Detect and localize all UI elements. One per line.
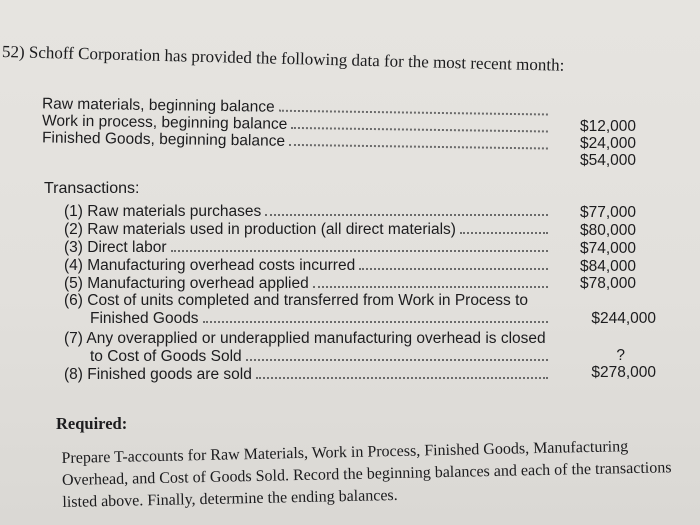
transaction-amount: $84,000 — [579, 258, 636, 275]
required-heading: Required: — [56, 414, 128, 433]
transactions-heading: Transactions: — [44, 180, 140, 197]
leader-dots — [203, 321, 548, 323]
transaction-row-6-line-1: (6) Cost of units completed and transferred from Work in Process to — [64, 292, 529, 309]
leader-dots — [171, 250, 549, 252]
balance-label: Finished Goods, beginning balance — [41, 129, 286, 150]
required-line: Overhead, and Cost of Goods Sold. Record the beginning balances and each of the transactions — [61, 459, 672, 489]
transaction-label: (1) Raw materials purchases — [64, 203, 262, 220]
leader-dots — [359, 268, 548, 270]
transaction-label: (5) Manufacturing overhead applied — [64, 275, 309, 292]
leader-dots — [460, 232, 548, 234]
transaction-label: (3) Direct labor — [64, 239, 167, 256]
transaction-amount: $74,000 — [579, 240, 636, 257]
transaction-row-7 — [90, 348, 554, 366]
transaction-label: (8) Finished goods are sold — [64, 366, 252, 383]
transaction-label: to Cost of Goods Sold — [90, 348, 242, 365]
leader-dots — [291, 127, 548, 133]
transaction-label: (4) Manufacturing overhead costs incurred — [64, 257, 356, 274]
transaction-amount: $78,000 — [579, 275, 636, 292]
transaction-row-4 — [64, 257, 554, 275]
transaction-label: (2) Raw materials used in production (all direct materials) — [64, 221, 456, 238]
required-paragraph — [61, 435, 672, 514]
transaction-row-5 — [64, 275, 554, 293]
leader-dots — [246, 359, 548, 361]
leader-dots — [313, 286, 548, 288]
problem-title: 52) Schoff Corporation has provided the following data for the most recent month: — [1, 42, 565, 75]
required-line: Prepare T-accounts for Raw Materials, Work in Process, Finished Goods, Manufacturing — [61, 438, 629, 468]
transaction-amount: $77,000 — [579, 204, 636, 221]
balance-amount: $24,000 — [579, 135, 636, 152]
transaction-row-6 — [90, 310, 554, 328]
transaction-row-2 — [64, 221, 554, 239]
transaction-row-7-line-1: (7) Any overapplied or underapplied manufacturing overhead is closed — [64, 330, 546, 347]
transaction-row-1 — [64, 203, 554, 221]
leader-dots — [256, 377, 548, 379]
balance-amount: $12,000 — [579, 118, 636, 135]
required-line: listed above. Finally, determine the ending balances. — [62, 486, 398, 511]
leader-dots — [289, 144, 548, 150]
transaction-amount: ? — [616, 347, 625, 364]
transaction-row-3 — [64, 239, 554, 257]
balance-amount: $54,000 — [579, 152, 636, 169]
transaction-amount: $278,000 — [591, 364, 656, 381]
transaction-amount: $244,000 — [591, 310, 656, 327]
leader-dots — [279, 110, 548, 116]
leader-dots — [265, 214, 548, 216]
balance-label: Work in process, beginning balance — [41, 112, 288, 133]
transaction-label: Finished Goods — [90, 310, 199, 327]
transaction-row-8 — [64, 366, 554, 384]
transaction-amount: $80,000 — [579, 222, 636, 239]
balance-label: Raw materials, beginning balance — [41, 95, 275, 116]
